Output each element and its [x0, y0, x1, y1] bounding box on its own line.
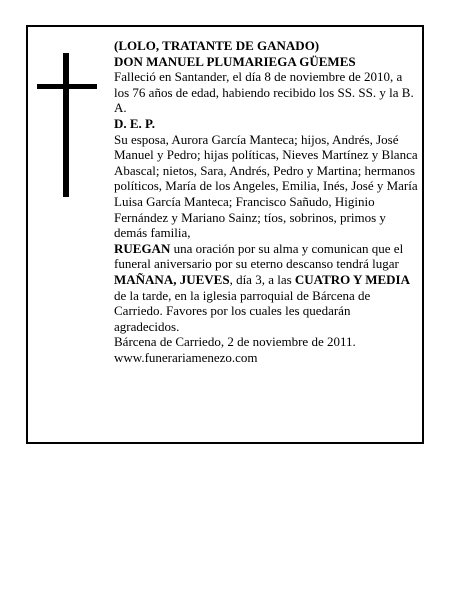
death-details: Falleció en Santander, el día 8 de noviembre de 2010, a los 76 años de edad, habiendo recibido los SS. SS. y la B. A. — [114, 69, 414, 116]
cross-vertical-bar — [63, 53, 69, 197]
place-date: Bárcena de Carriedo, 2 de noviembre de 2011. — [114, 334, 356, 350]
deceased-name: DON MANUEL PLUMARIEGA GÜEMES — [114, 53, 356, 69]
request-text-1: una oración por su alma y comunican que el funeral aniversario por su eterno descanso tendrá lugar — [114, 240, 404, 272]
deceased-alias: (LOLO, TRATANTE DE GANADO) — [114, 38, 320, 53]
funeral-time: CUATRO Y MEDIA — [294, 271, 410, 287]
family-list: Su esposa, Aurora García Manteca; hijos, Andrés, José Manuel y Pedro; hijas políticas, Nieves Martínez y Blanca Abascal; nietos, Sara, Andrés, Pedro y Martina; hermanos políticos, María de los Angeles, Emilia, Inés, José y María Luisa García Manteca; Francisco Sañudo, Higinio Fernández y Mariano Sainz; tíos, sobrinos, primos y demás familia, — [114, 131, 418, 241]
cross-icon — [37, 53, 97, 197]
request-text-2: , día 3, a las — [229, 271, 295, 287]
funeral-request — [114, 241, 418, 335]
cross-horizontal-bar — [37, 84, 97, 89]
funeral-home-website: www.funerariamenezo.com — [114, 349, 258, 365]
rip-heading: D. E. P. — [114, 115, 156, 131]
funeral-day: MAÑANA, JUEVES — [114, 271, 230, 287]
request-text-3: de la tarde, en la iglesia parroquial de Bárcena de Carriedo. Favores por los cuales les quedarán agradecidos. — [114, 287, 371, 334]
ruegan-label: RUEGAN — [114, 240, 171, 256]
obituary-text — [114, 38, 418, 365]
